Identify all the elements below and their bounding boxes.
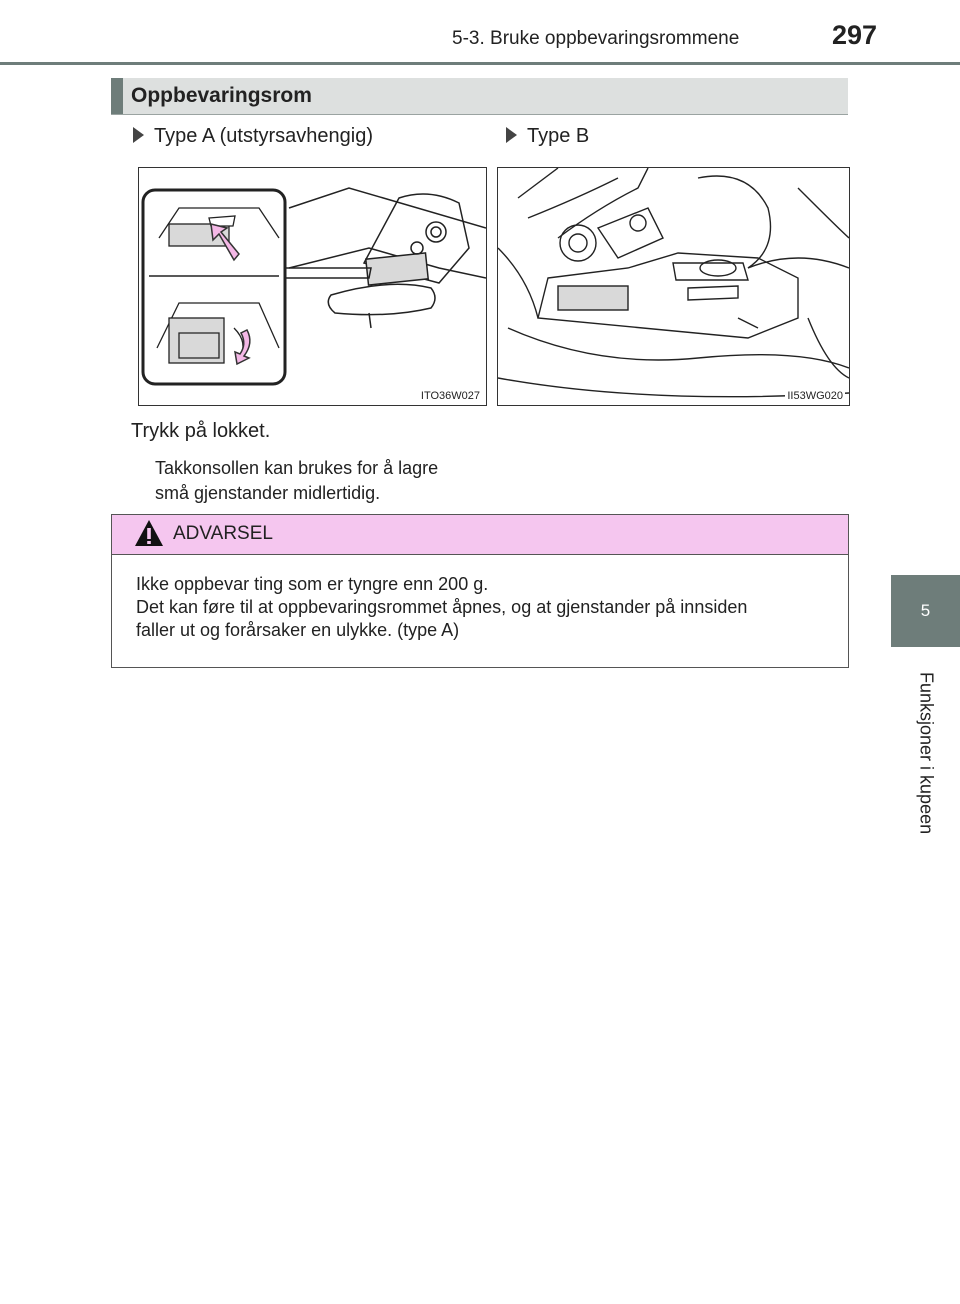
triangle-bullet-icon — [506, 127, 517, 143]
instruction-detail-line: Takkonsollen kan brukes for å lagre — [155, 458, 439, 478]
section-heading-bar — [111, 78, 848, 114]
header-rule — [0, 62, 960, 65]
warning-header — [112, 515, 848, 555]
chapter-tab: 5 — [891, 575, 960, 647]
figure-code: ITO36W027 — [420, 390, 480, 402]
warning-line: Ikke oppbevar ting som er tyngre enn 200 g. — [136, 574, 489, 594]
chapter-title-label: Funksjoner i kupeen — [916, 672, 936, 835]
overhead-console-illustration — [139, 168, 486, 405]
instruction-text: Trykk på lokket. — [131, 420, 271, 442]
instruction-detail — [155, 456, 438, 506]
warning-triangle-icon — [134, 519, 164, 547]
warning-line: Det kan føre til at oppbevaringsrommet åpnes, og at gjenstander på innsiden — [136, 597, 748, 617]
type-b-label — [506, 125, 589, 148]
type-a-text: Type A (utstyrsavhengig) — [154, 125, 374, 147]
chapter-title-vertical — [891, 672, 960, 872]
figure-type-a — [138, 167, 487, 406]
page-number: 297 — [832, 20, 878, 50]
section-heading: Oppbevaringsrom — [131, 84, 312, 107]
figure-type-b — [497, 167, 850, 406]
type-a-label — [133, 125, 373, 148]
section-underline — [111, 114, 848, 115]
instruction-detail-line: små gjenstander midlertidig. — [155, 483, 381, 503]
center-console-illustration — [498, 168, 849, 405]
type-b-text: Type B — [527, 125, 590, 147]
section-heading-marker — [111, 78, 123, 114]
running-header-title: 5-3. Bruke oppbevaringsrommene — [452, 28, 740, 49]
warning-body — [136, 573, 747, 642]
warning-heading: ADVARSEL — [173, 523, 273, 544]
figure-code: II53WG020 — [787, 390, 843, 402]
warning-line: faller ut og forårsaker en ulykke. (type A) — [136, 620, 460, 640]
triangle-bullet-icon — [133, 127, 144, 143]
warning-box — [111, 514, 849, 668]
